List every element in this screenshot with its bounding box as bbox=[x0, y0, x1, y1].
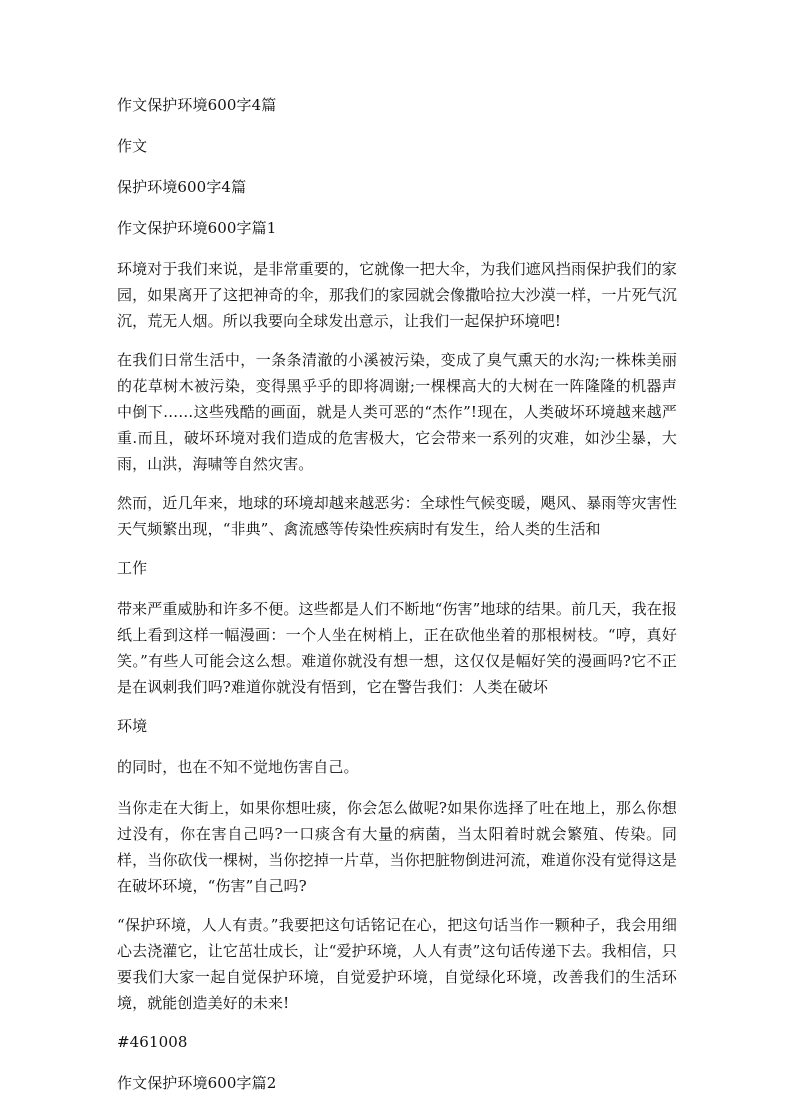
document-body bbox=[117, 92, 677, 1111]
subtitle: 保护环境600字4篇 bbox=[117, 178, 247, 196]
essay-heading: 作文保护环境600字篇1 bbox=[117, 219, 277, 237]
document-code: #461008 bbox=[117, 1033, 188, 1051]
paragraph-fragment: 环境 bbox=[117, 717, 148, 735]
document-title: 作文保护环境600字4篇 bbox=[117, 96, 277, 114]
paragraph-fragment: 工作 bbox=[117, 559, 148, 577]
paragraph: 然而，近几年来，地球的环境却越来越恶劣：全球性气候变暖，飓风、暴雨等灾害性天气频繁出现，“非典”、禽流感等传染性疾病时有发生，给人类的生活和 bbox=[117, 494, 677, 538]
paragraph: 在我们日常生活中，一条条清澈的小溪被污染，变成了臭气熏天的水沟;一株株美丽的花草树木被污染，变得黑乎乎的即将凋谢;一棵棵高大的大树在一阵隆隆的机器声中倒下……这些残酷的画面，就是人类可恶的“杰作”!现在，人类破坏环境越来越严重.而且，破坏环境对我们造成的危害极大，它会带来一系列的灾难，如沙尘暴，大雨，山洪，海啸等自然灾害。 bbox=[117, 351, 677, 473]
paragraph: “保护环境，人人有责。”我要把这句话铭记在心，把这句话当作一颗种子，我会用细心去浇灌它，让它茁壮成长，让“爱护环境，人人有责”这句话传递下去。我相信，只要我们大家一起自觉保护环境，自觉爱护环境，自觉绿化环境，改善我们的生活环境，就能创造美好的未来! bbox=[117, 916, 677, 1012]
paragraph: 的同时，也在不知不觉地伤害自己。 bbox=[117, 758, 359, 776]
essay-heading: 作文保护环境600字篇2 bbox=[117, 1074, 277, 1092]
paragraph: 当你走在大街上，如果你想吐痰，你会怎么做呢?如果你选择了吐在地上，那么你想过没有，你在害自己吗?一口痰含有大量的病菌，当太阳着时就会繁殖、传染。同样，当你砍伐一棵树，当你挖掉一片草，当你把脏物倒进河流，难道你没有觉得这是在破坏环境，“伤害”自己吗? bbox=[117, 799, 677, 895]
paragraph: 带来严重威胁和许多不便。这些都是人们不断地“伤害”地球的结果。前几天，我在报纸上看到这样一幅漫画：一个人坐在树梢上，正在砍他坐着的那根树枝。“哼，真好笑。”有些人可能会这么想。难道你就没有想一想，这仅仅是幅好笑的漫画吗?它不正是在讽刺我们吗?难道你就没有悟到，它在警告我们：人类在破坏 bbox=[117, 600, 677, 696]
section-label: 作文 bbox=[117, 137, 148, 155]
paragraph: 环境对于我们来说，是非常重要的，它就像一把大伞，为我们遮风挡雨保护我们的家园，如果离开了这把神奇的伞，那我们的家园就会像撒哈拉大沙漠一样，一片死气沉沉，荒无人烟。所以我要向全球发出意示，让我们一起保护环境吧! bbox=[117, 260, 677, 330]
